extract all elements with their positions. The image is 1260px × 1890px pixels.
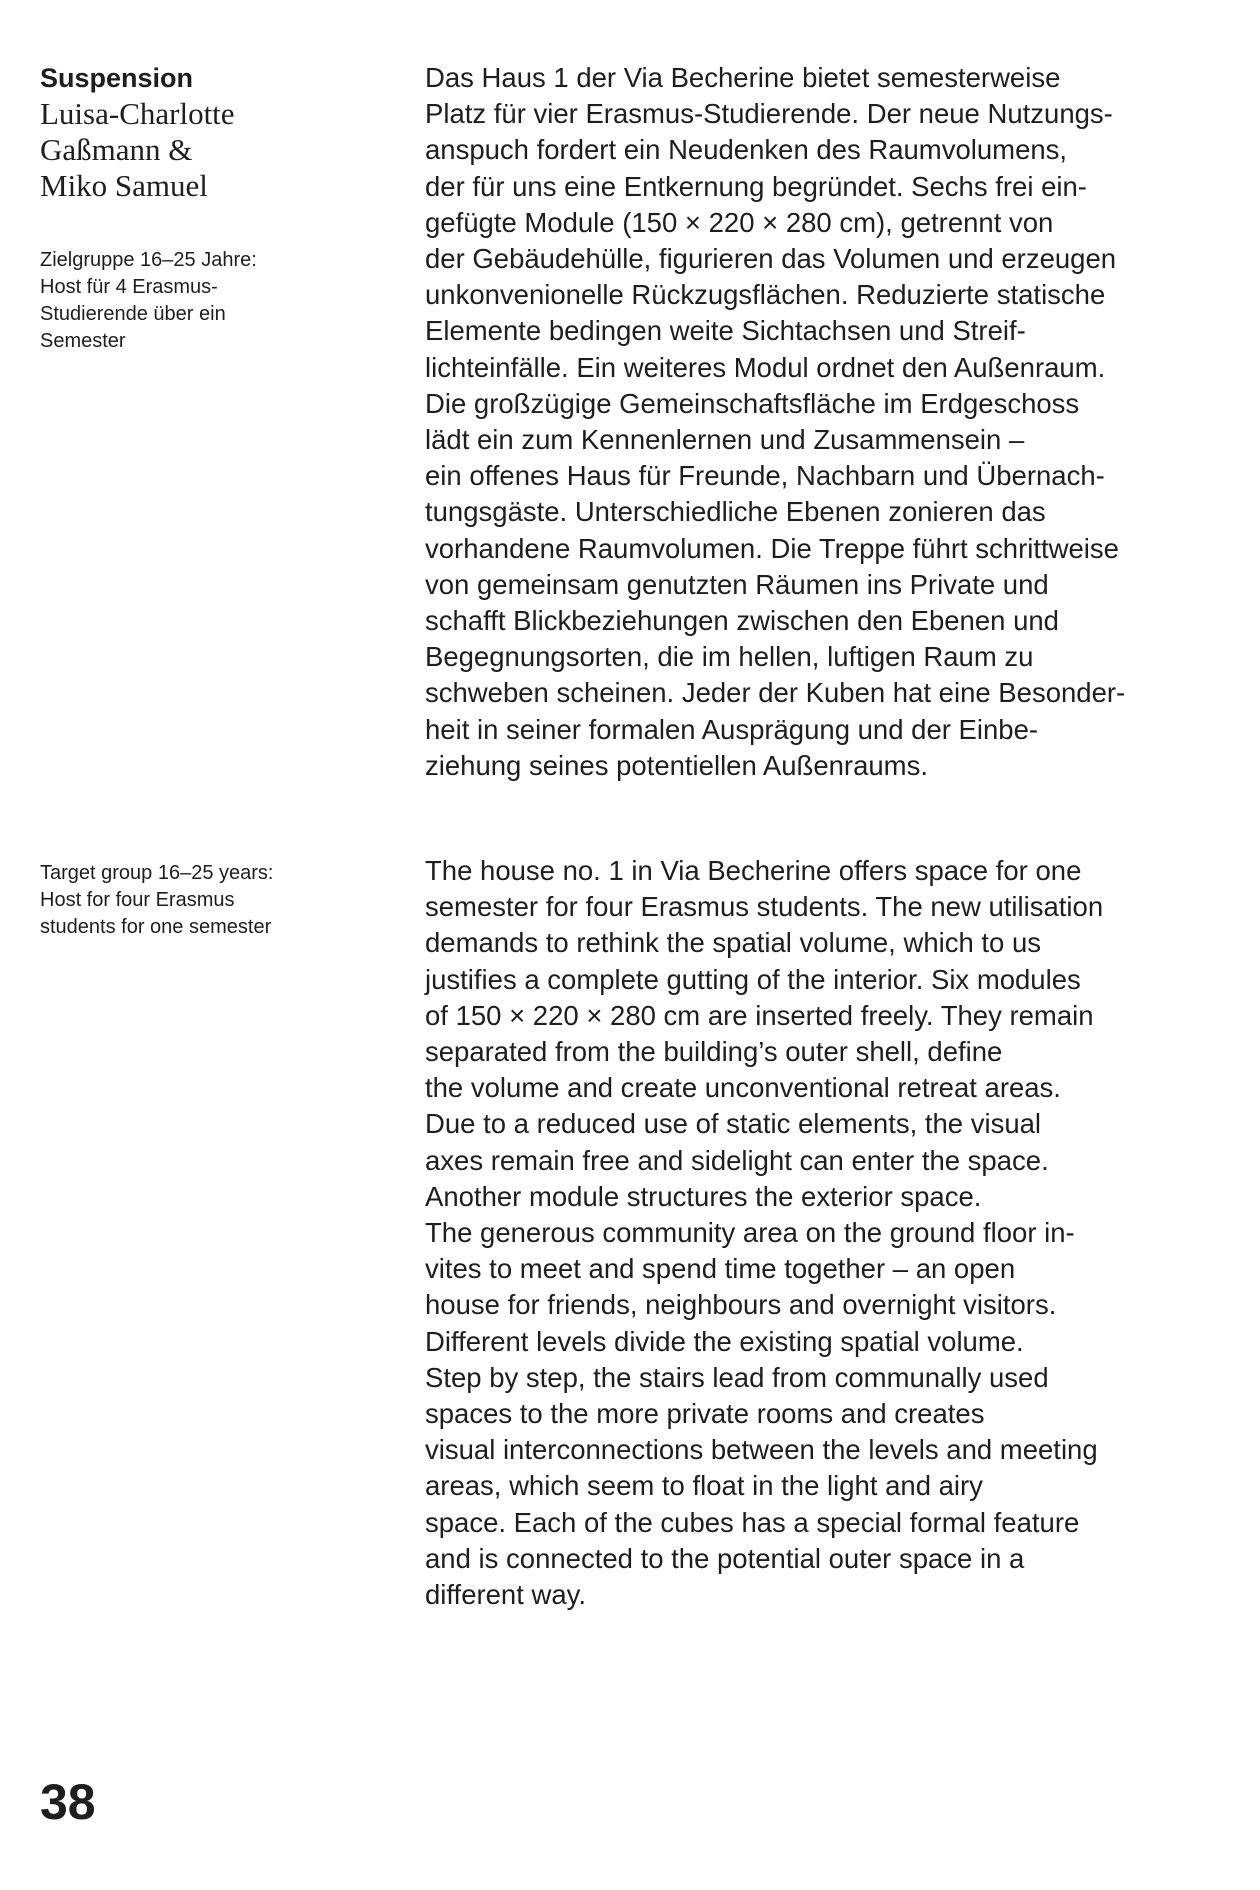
- text-line: unkonvenionelle Rückzugsflächen. Reduzierte statische: [425, 279, 1106, 311]
- text-line: semester for four Erasmus students. The new utilisation: [425, 891, 1104, 923]
- author-line: Luisa-Charlotte: [40, 96, 235, 131]
- text-line: lädt ein zum Kennenlernen und Zusammensein –: [425, 424, 1025, 456]
- author-line: Miko Samuel: [40, 168, 208, 203]
- text-line: The house no. 1 in Via Becherine offers space for one: [425, 855, 1082, 886]
- target-group-note-de: [40, 247, 340, 355]
- text-line: schafft Blickbeziehungen zwischen den Ebenen und: [425, 605, 1059, 637]
- author-line: Gaßmann &: [40, 132, 193, 167]
- text-line: space. Each of the cubes has a special formal feature: [425, 1506, 1080, 1538]
- text-line: visual interconnections between the levels and meeting: [425, 1434, 1098, 1466]
- project-title: Suspension: [40, 63, 194, 93]
- text-line: The generous community area on the ground floor in-: [425, 1217, 1075, 1249]
- text-line: demands to rethink the spatial volume, which to us: [425, 927, 1042, 959]
- text-line: Due to a reduced use of static elements, the visual: [425, 1108, 1042, 1140]
- text-line: schweben scheinen. Jeder der Kuben hat eine Besonder-: [425, 677, 1126, 709]
- text-line: Das Haus 1 der Via Becherine bietet semesterweise: [425, 62, 1061, 93]
- text-line: Step by step, the stairs lead from communally used: [425, 1361, 1049, 1393]
- text-line: Different levels divide the existing spatial volume.: [425, 1325, 1024, 1357]
- text-line: house for friends, neighbours and overnight visitors.: [425, 1289, 1057, 1321]
- note-line: Zielgruppe 16–25 Jahre:: [40, 249, 257, 271]
- project-authors: [40, 96, 340, 204]
- text-line: heit in seiner formalen Ausprägung und der Einbe-: [425, 713, 1039, 745]
- text-line: ziehung seines potentiellen Außenraums.: [425, 749, 928, 781]
- text-line: gefügte Module (150 × 220 × 280 cm), getrennt von: [425, 206, 1054, 238]
- text-line: tungsgäste. Unterschiedliche Ebenen zonieren das: [425, 496, 1046, 528]
- text-line: Die großzügige Gemeinschaftsfläche im Erdgeschoss: [425, 387, 1080, 419]
- text-line: spaces to the more private rooms and creates: [425, 1398, 985, 1430]
- text-line: and is connected to the potential outer space in a: [425, 1542, 1025, 1574]
- text-line: axes remain free and sidelight can enter the space.: [425, 1144, 1049, 1176]
- text-line: von gemeinsam genutzten Räumen ins Private und: [425, 568, 1049, 600]
- text-line: areas, which seem to float in the light and airy: [425, 1470, 983, 1502]
- text-line: ein offenes Haus für Freunde, Nachbarn und Übernach-: [425, 460, 1105, 492]
- text-line: Elemente bedingen weite Sichtachsen und Streif-: [425, 315, 1026, 347]
- text-line: separated from the building’s outer shell, define: [425, 1036, 1003, 1068]
- note-line: Host for four Erasmus: [40, 889, 235, 911]
- note-line: Semester: [40, 330, 126, 352]
- text-line: different way.: [425, 1579, 587, 1611]
- note-line: Host für 4 Erasmus-: [40, 276, 218, 298]
- text-line: der für uns eine Entkernung begründet. Sechs frei ein-: [425, 170, 1087, 202]
- text-line: Begegnungsorten, die im hellen, luftigen Raum zu: [425, 641, 1034, 673]
- project-header: [40, 60, 340, 204]
- note-line: Target group 16–25 years:: [40, 862, 274, 884]
- body-text-english: [425, 853, 1185, 1613]
- page-number: 38: [40, 1774, 96, 1830]
- target-group-note-en: [40, 860, 340, 941]
- body-text-german: [425, 60, 1185, 784]
- text-line: of 150 × 220 × 280 cm are inserted freely. They remain: [425, 999, 1094, 1031]
- text-line: vorhandene Raumvolumen. Die Treppe führt schrittweise: [425, 532, 1119, 564]
- text-line: justifies a complete gutting of the interior. Six modules: [425, 963, 1081, 995]
- text-line: anspuch fordert ein Neudenken des Raumvolumens,: [425, 134, 1068, 166]
- note-line: Studierende über ein: [40, 303, 226, 325]
- text-line: Another module structures the exterior space.: [425, 1180, 982, 1212]
- text-line: the volume and create unconventional retreat areas.: [425, 1072, 1061, 1104]
- text-line: lichteinfälle. Ein weiteres Modul ordnet den Außenraum.: [425, 351, 1106, 383]
- text-line: Platz für vier Erasmus-Studierende. Der neue Nutzungs-: [425, 98, 1113, 130]
- text-line: vites to meet and spend time together – an open: [425, 1253, 1016, 1285]
- text-line: der Gebäudehülle, figurieren das Volumen und erzeugen: [425, 243, 1117, 275]
- note-line: students for one semester: [40, 916, 272, 938]
